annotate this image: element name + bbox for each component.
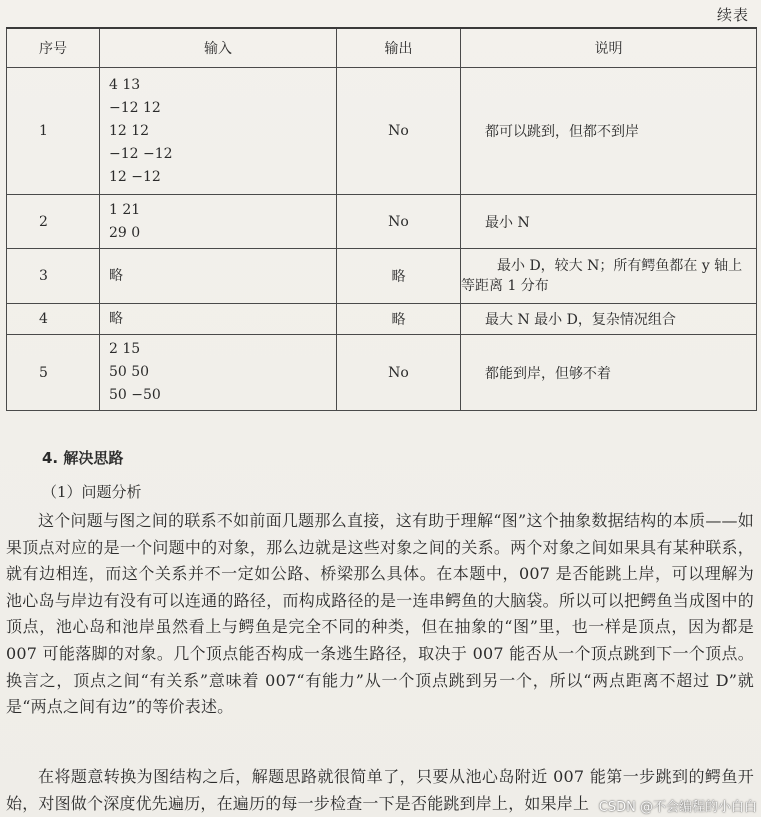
- continued-table-label: 续表: [716, 6, 749, 24]
- row-description: 最小 N: [461, 195, 757, 249]
- csdn-watermark: CSDN @不会编程的小白白: [598, 800, 757, 815]
- header-index: 序号: [7, 28, 100, 68]
- subsection-heading: （1）问题分析: [42, 483, 142, 501]
- table-row: [7, 195, 757, 249]
- row-output: No: [337, 335, 461, 411]
- table-row: [7, 304, 757, 335]
- row-output: 略: [337, 304, 461, 335]
- input-line: 略: [109, 310, 123, 327]
- header-output: 输出: [337, 28, 461, 68]
- input-line: 4 13: [109, 76, 141, 93]
- row-input: [100, 195, 337, 249]
- input-line: 50 −50: [109, 387, 161, 403]
- input-line: 12 −12: [109, 168, 161, 185]
- table-row: [7, 249, 757, 304]
- table-row: [7, 68, 757, 195]
- row-index: 2: [7, 195, 100, 249]
- analysis-paragraph: 这个问题与图之间的联系不如前面几题那么直接，这有助于理解“图”这个抽象数据结构的本质——如果顶点对应的是一个问题中的对象，那么边就是这些对象之间的关系。两个对象之间如果具有某种联系，就有边相连，而这个关系并不一定如公路、桥梁那么具体。在本题中，007 是否能跳上岸，可以理解为池心岛与岸边有没有可以连通的路径，而构成路径的是一连串鳄鱼的大脑袋。所以可以把鳄鱼当成图中的顶点，池心岛和池岸虽然看上与鳄鱼是完全不同的种类，但在抽象的“图”里，也一样是顶点，因为都是 007 可能落脚的对象。几个顶点能否构成一条逃生路径，取决于 007 能否从一个顶点跳到下一个顶点。换言之，顶点之间“有关系”意味着 007“有能力”从一个顶点跳到另一个，所以“两点距离不超过 D”就是“两点之间有边”的等价表述。: [6, 511, 754, 717]
- test-case-table: [6, 27, 757, 411]
- input-line: 12 12: [109, 122, 150, 139]
- section-heading: 4. 解决思路: [42, 449, 124, 467]
- input-line: 29 0: [109, 224, 141, 241]
- input-line: 50 50: [109, 364, 150, 380]
- row-description: 最大 N 最小 D，复杂情况组合: [461, 304, 757, 335]
- table-header-row: [7, 28, 757, 68]
- row-description: 都能到岸，但够不着: [461, 335, 757, 411]
- description-line: 最小 D，较大 N；所有鳄鱼都在 y 轴上: [497, 258, 743, 274]
- solution-paragraph: 在将题意转换为图结构之后，解题思路就很简单了，只要从池心岛附近 007 能第一步跳到的鳄鱼开始，对图做个深度优先遍历，在遍历的每一步检查一下是否能跳到岸上，如果岸上: [6, 767, 754, 813]
- row-index: 4: [7, 304, 100, 335]
- row-index: 3: [7, 249, 100, 304]
- row-index: 5: [7, 335, 100, 411]
- row-description: [461, 249, 757, 304]
- description-line: 等距离 1 分布: [461, 278, 549, 294]
- row-index: 1: [7, 68, 100, 195]
- row-output: No: [337, 195, 461, 249]
- row-input: [100, 335, 337, 411]
- table-row: [7, 335, 757, 411]
- input-line: −12 12: [109, 99, 161, 116]
- row-input: [100, 304, 337, 335]
- input-line: 1 21: [109, 201, 141, 218]
- header-input: 输入: [100, 28, 337, 68]
- row-output: 略: [337, 249, 461, 304]
- input-line: 2 15: [109, 341, 141, 357]
- row-output: No: [337, 68, 461, 195]
- row-description: 都可以跳到，但都不到岸: [461, 68, 757, 195]
- input-line: −12 −12: [109, 145, 173, 162]
- header-description: 说明: [461, 28, 757, 68]
- row-input: [100, 68, 337, 195]
- input-line: 略: [109, 267, 123, 284]
- row-input: [100, 249, 337, 304]
